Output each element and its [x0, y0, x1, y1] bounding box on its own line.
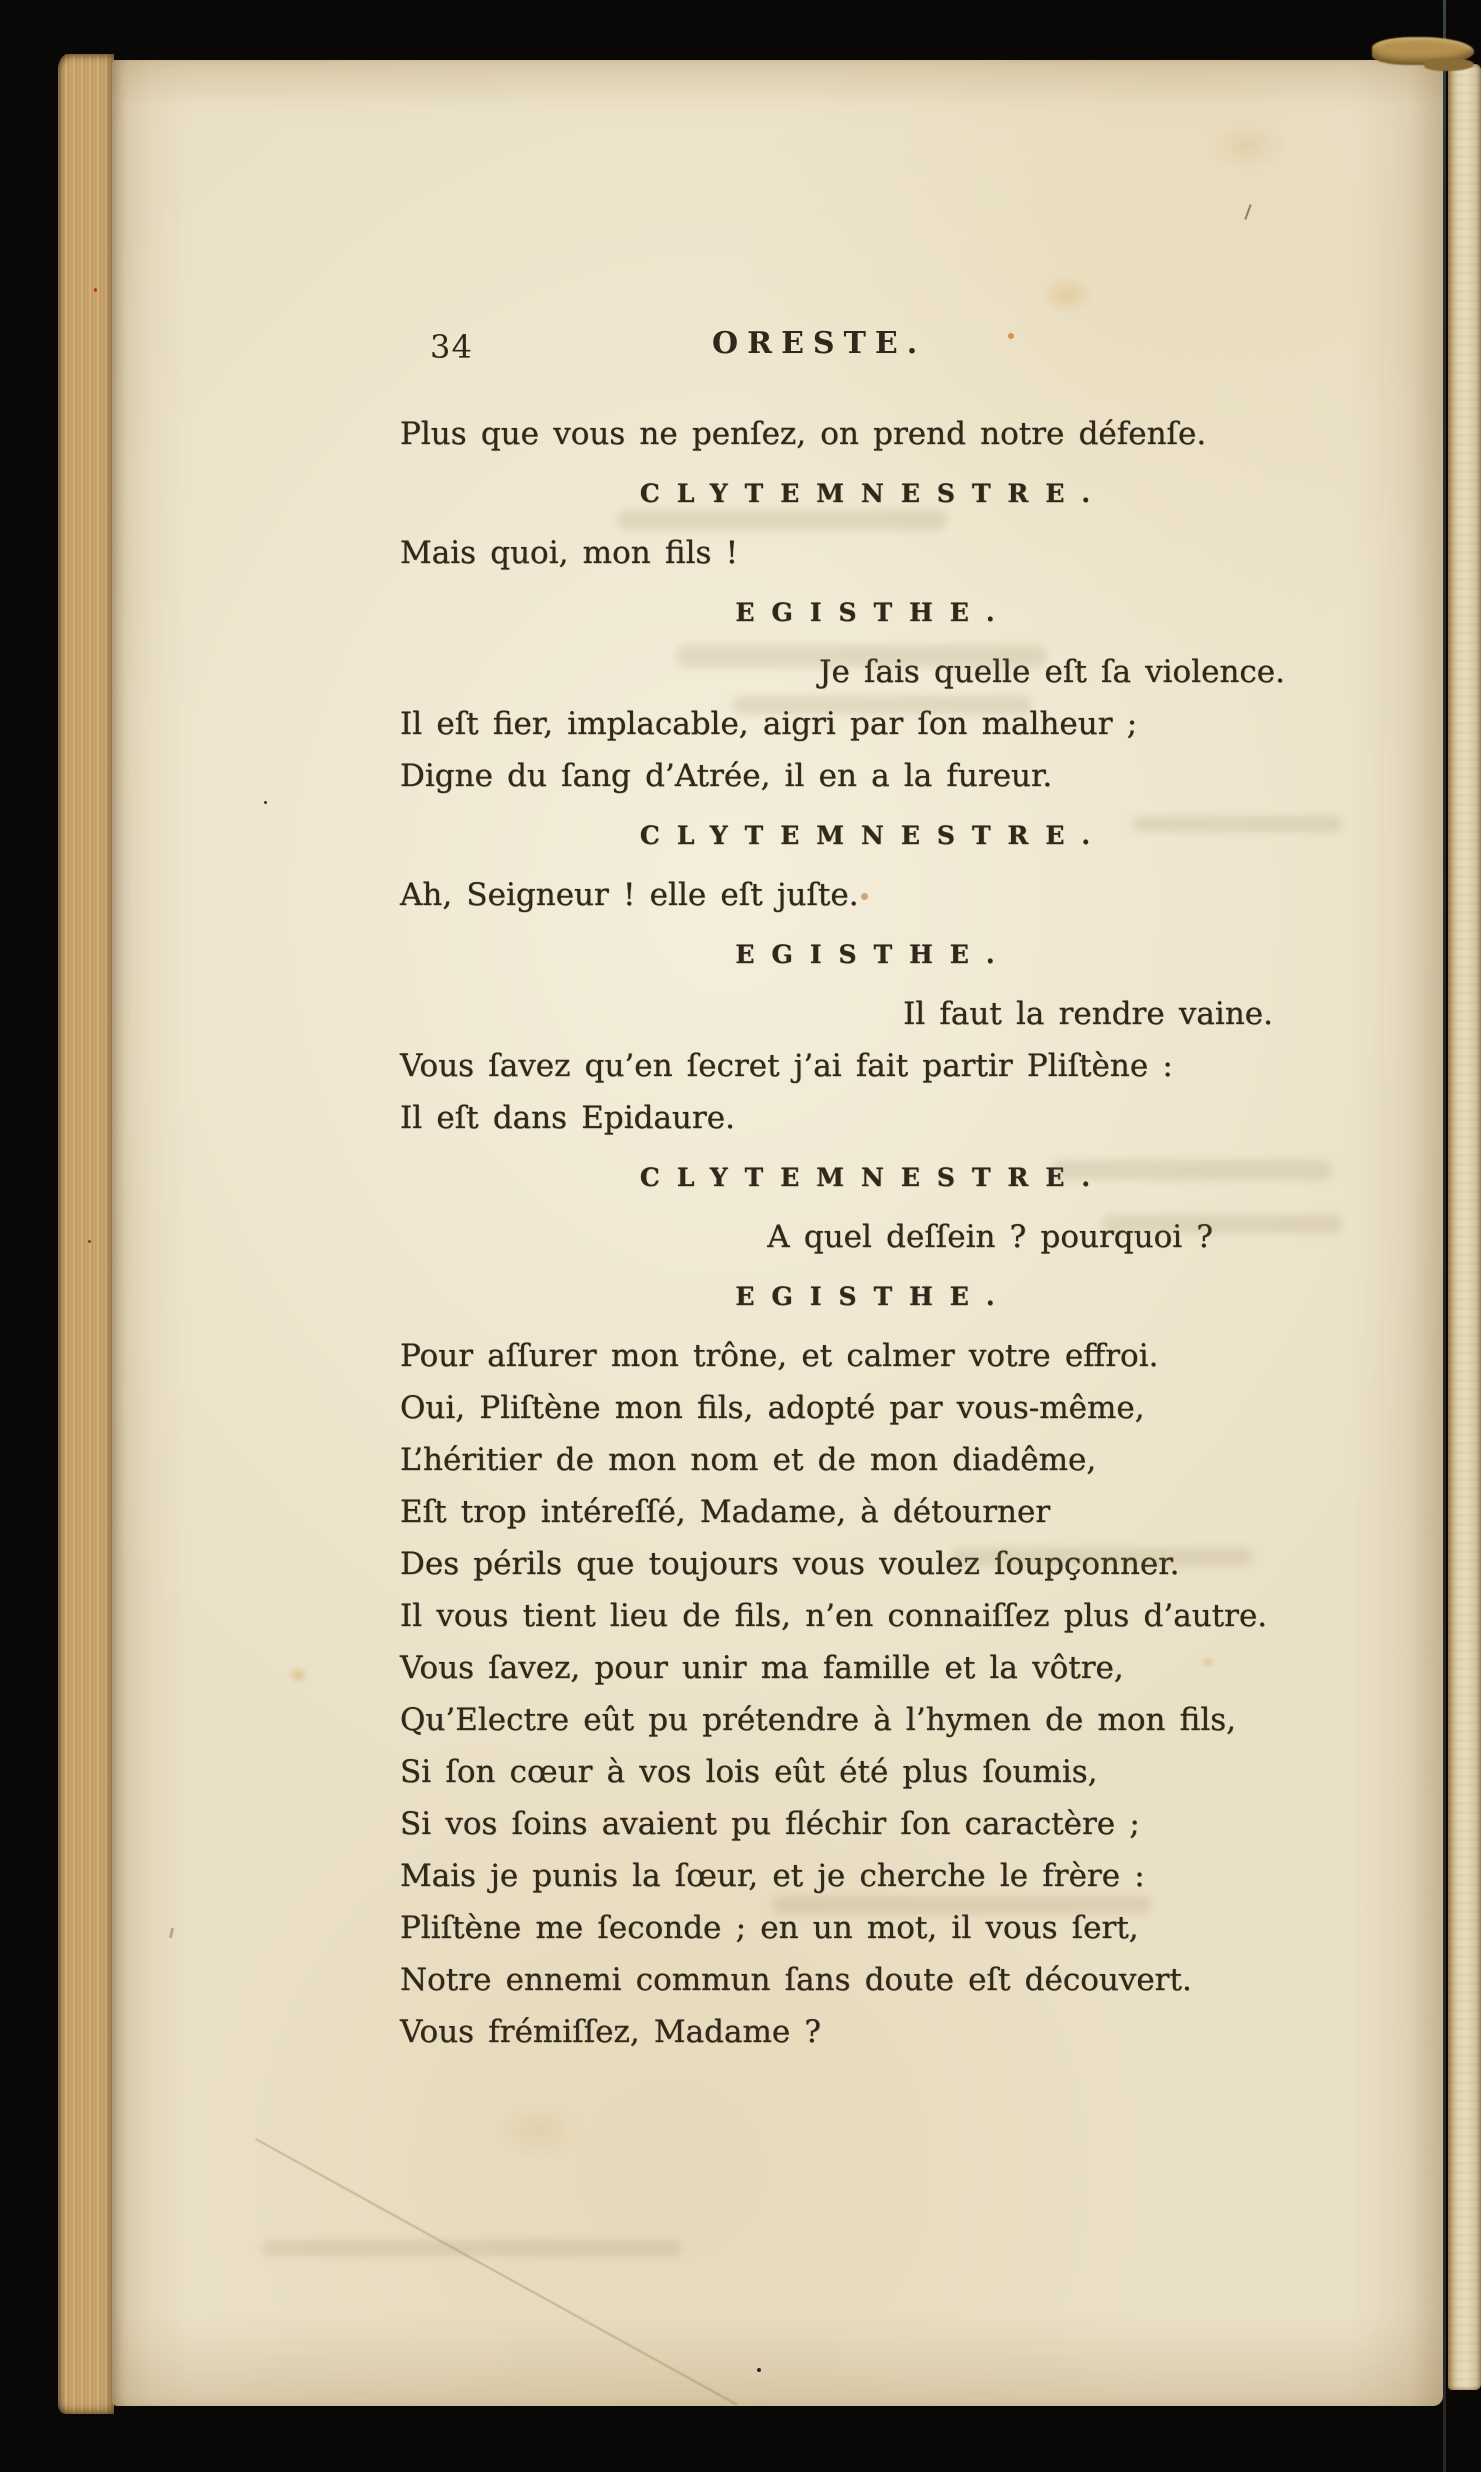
verse-line: Il eſt fier, implacable, aigri par ſon malheur ; — [400, 706, 1138, 742]
show-through-text — [262, 2240, 682, 2256]
verse-line: Il eſt dans Epidaure. — [400, 1100, 735, 1136]
verse-line: Vous ſavez, pour unir ma famille et la vôtre, — [400, 1650, 1124, 1686]
speaker-name: EGISTHE. — [735, 1282, 1012, 1311]
foxing-spot — [1040, 275, 1094, 315]
verse-line: Plus que vous ne penſez, on prend notre défenſe. — [400, 416, 1207, 452]
foxing-spot — [287, 1666, 309, 1684]
verse-line: L’héritier de mon nom et de mon diadême, — [400, 1442, 1097, 1478]
foxing-spot — [1207, 120, 1287, 170]
glass-edge-line — [1443, 0, 1446, 2472]
speaker-name: EGISTHE. — [735, 940, 1012, 969]
verse-line: Digne du ſang d’Atrée, il en a la fureur. — [400, 758, 1053, 794]
page-header — [112, 324, 1443, 370]
book-page — [112, 60, 1443, 2406]
verse-line: Mais quoi, mon fils ! — [400, 535, 739, 571]
verse-line: Qu’Electre eût pu prétendre à l’hymen de mon fils, — [400, 1702, 1237, 1738]
verse-line: Eſt trop intéreſſé, Madame, à détourner — [400, 1494, 1051, 1530]
verse-line: Notre ennemi commun ſans doute eſt découvert. — [400, 1962, 1192, 1998]
pen-mark — [1244, 204, 1251, 220]
red-fiber — [88, 1240, 91, 1243]
verse-line: Si ſon cœur à vos lois eût été plus ſoumis, — [400, 1754, 1098, 1790]
running-title: ORESTE. — [712, 326, 927, 361]
verse-line: Je ſais quelle eſt ſa violence. — [819, 654, 1285, 690]
speaker-name: CLYTEMNESTRE. — [639, 479, 1108, 508]
ink-speck — [264, 801, 267, 804]
red-fiber — [94, 288, 97, 292]
verse-line: Si vos ſoins avaient pu fléchir ſon caractère ; — [400, 1806, 1140, 1842]
paper-crease — [255, 2138, 737, 2406]
ink-speck — [757, 2368, 761, 2372]
verse-line: A quel deſſein ? pourquoi ? — [767, 1219, 1213, 1255]
verse-line: Vous frémiſſez, Madame ? — [400, 2014, 821, 2050]
speaker-name: CLYTEMNESTRE. — [639, 1163, 1108, 1192]
verse-line: Vous ſavez qu’en ſecret j’ai fait partir Pliſtène : — [400, 1048, 1173, 1084]
foxing-spot — [492, 2100, 582, 2160]
play-text-block — [400, 408, 1330, 2058]
verse-line: Mais je punis la ſœur, et je cherche le frère : — [400, 1858, 1145, 1894]
page-edge-stack — [58, 54, 114, 2414]
verse-line: Pliſtène me ſeconde ; en un mot, il vous ſert, — [400, 1910, 1139, 1946]
verse-line: Il vous tient lieu de fils, n’en connaiſſez plus d’autre. — [400, 1598, 1268, 1634]
speaker-name: CLYTEMNESTRE. — [639, 821, 1108, 850]
verse-line: Des périls que toujours vous voulez ſoupçonner. — [400, 1546, 1180, 1582]
verse-line: Pour aſſurer mon trône, et calmer votre effroi. — [400, 1338, 1159, 1374]
verse-line: Oui, Pliſtène mon fils, adopté par vous-même, — [400, 1390, 1145, 1426]
page-number: 34 — [430, 328, 474, 366]
speaker-name: EGISTHE. — [735, 598, 1012, 627]
verse-line: Il faut la rendre vaine. — [903, 996, 1273, 1032]
verse-line: Ah, Seigneur ! elle eſt juſte. — [400, 877, 859, 913]
next-page-edge — [1448, 64, 1481, 2390]
pen-mark — [169, 1928, 174, 1938]
